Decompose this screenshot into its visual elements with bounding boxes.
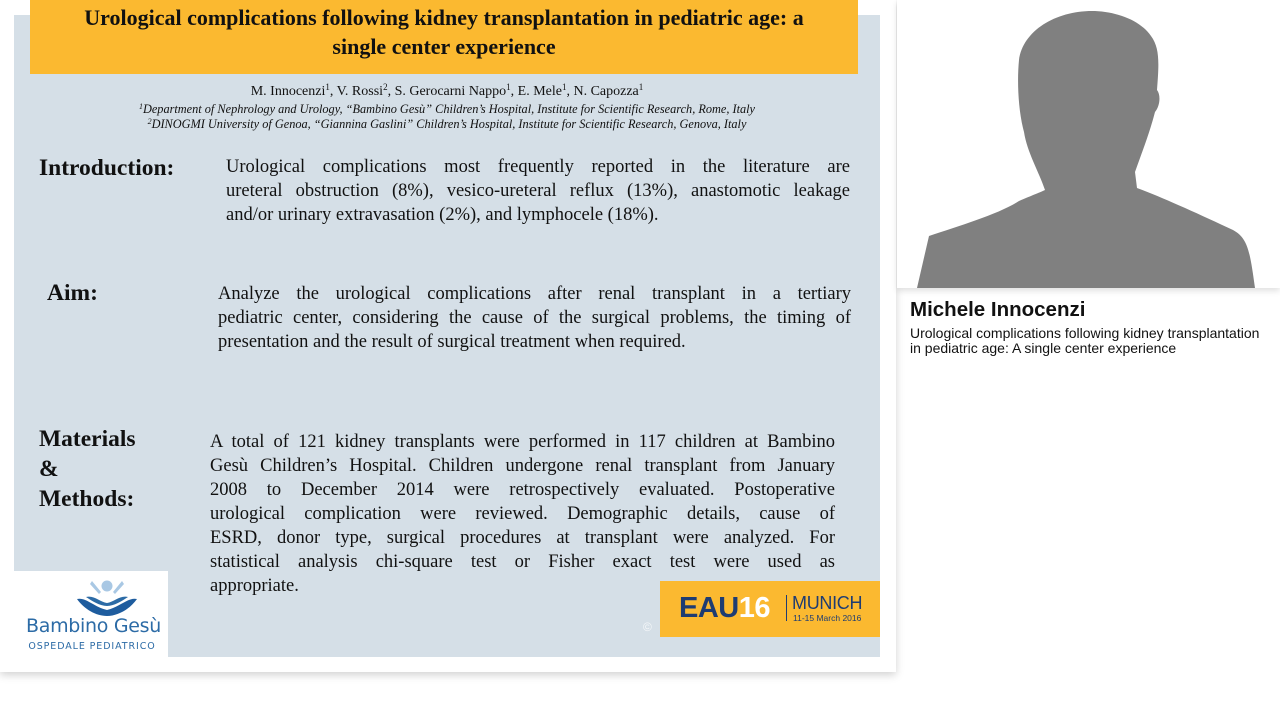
bambino-gesu-name: Bambino Gesù [26, 615, 161, 637]
slide-title-line-1: Urological complications following kidney transplantation in pediatric age: a [84, 5, 804, 30]
eau-dates: 11-15 March 2016 [793, 613, 862, 623]
bambino-gesu-subtitle: OSPEDALE PEDIATRICO [28, 641, 156, 652]
methods-heading: Materials & Methods: [39, 426, 136, 512]
author: V. Rossi$^2$ [336, 82, 388, 99]
author-list: M. Innocenzi$^1$, V. Rossi$^2$, S. Gerocarni Nappo$^1$, E. Mele$^1$, N. Capozza$^1$ [250, 82, 644, 99]
talk-title: Urological complications following kidney transplantation in pediatric age: A single center experience [910, 325, 1260, 356]
eau-city: MUNICH [792, 593, 863, 613]
bambino-gesu-logo [14, 571, 168, 657]
eau16-logo [660, 581, 880, 637]
author: E. Mele$^1$ [517, 82, 567, 99]
speaker-name: Michele Innocenzi [910, 298, 1086, 321]
slide-title [30, 0, 858, 74]
introduction-heading: Introduction: [39, 155, 175, 181]
eau-divider [786, 595, 787, 621]
person-silhouette-icon [897, 0, 1280, 288]
author: S. Gerocarni Nappo$^1$ [394, 82, 511, 99]
speaker-photo [897, 0, 1280, 288]
affiliation-1: $^1$Department of Nephrology and Urology, “Bambino Gesù” Children’s Hospital, Institute for Scientific Research, Rome, Italy [138, 102, 756, 116]
affiliation-2: $^2$DINOGMI University of Genoa, “Giannina Gaslini” Children’s Hospital, Institute for Scientific Research, Genova, Italy [147, 117, 747, 131]
aim-heading: Aim: [47, 280, 98, 306]
methods-text: A total of 121 kidney transplants were performed in 117 children at Bambino Gesù Children’s Hospital. Children undergone renal transplant from January 2008 to December 2014 were retrospectively evaluated. Postoperative urological complication were reviewed. Demographic details, cause of ESRD, donor type, surgical procedures at transplant were analyzed. For statistical analysis chi-square test or Fisher exact test were used as appropriate. [210, 432, 835, 596]
author: M. Innocenzi$^1$ [250, 82, 330, 99]
hands-child-icon [72, 577, 142, 617]
eau-prefix: EAU [679, 592, 739, 624]
introduction-text: Urological complications most frequently reported in the literature are ureteral obstruction (8%), vesico-ureteral reflux (13%), anastomotic leakage and/or urinary extravasation (2%), and lymphocele (18%). [226, 157, 850, 225]
author: N. Capozza$^1$ [573, 82, 644, 99]
slide-title-line-2: single center experience [332, 34, 556, 59]
eau-year: 16 [738, 592, 770, 624]
copyright-watermark: © [643, 620, 652, 634]
aim-text: Analyze the urological complications after renal transplant in a tertiary pediatric center, considering the cause of the surgical problems, the timing of presentation and the result of surgical treatment when required. [218, 284, 851, 352]
